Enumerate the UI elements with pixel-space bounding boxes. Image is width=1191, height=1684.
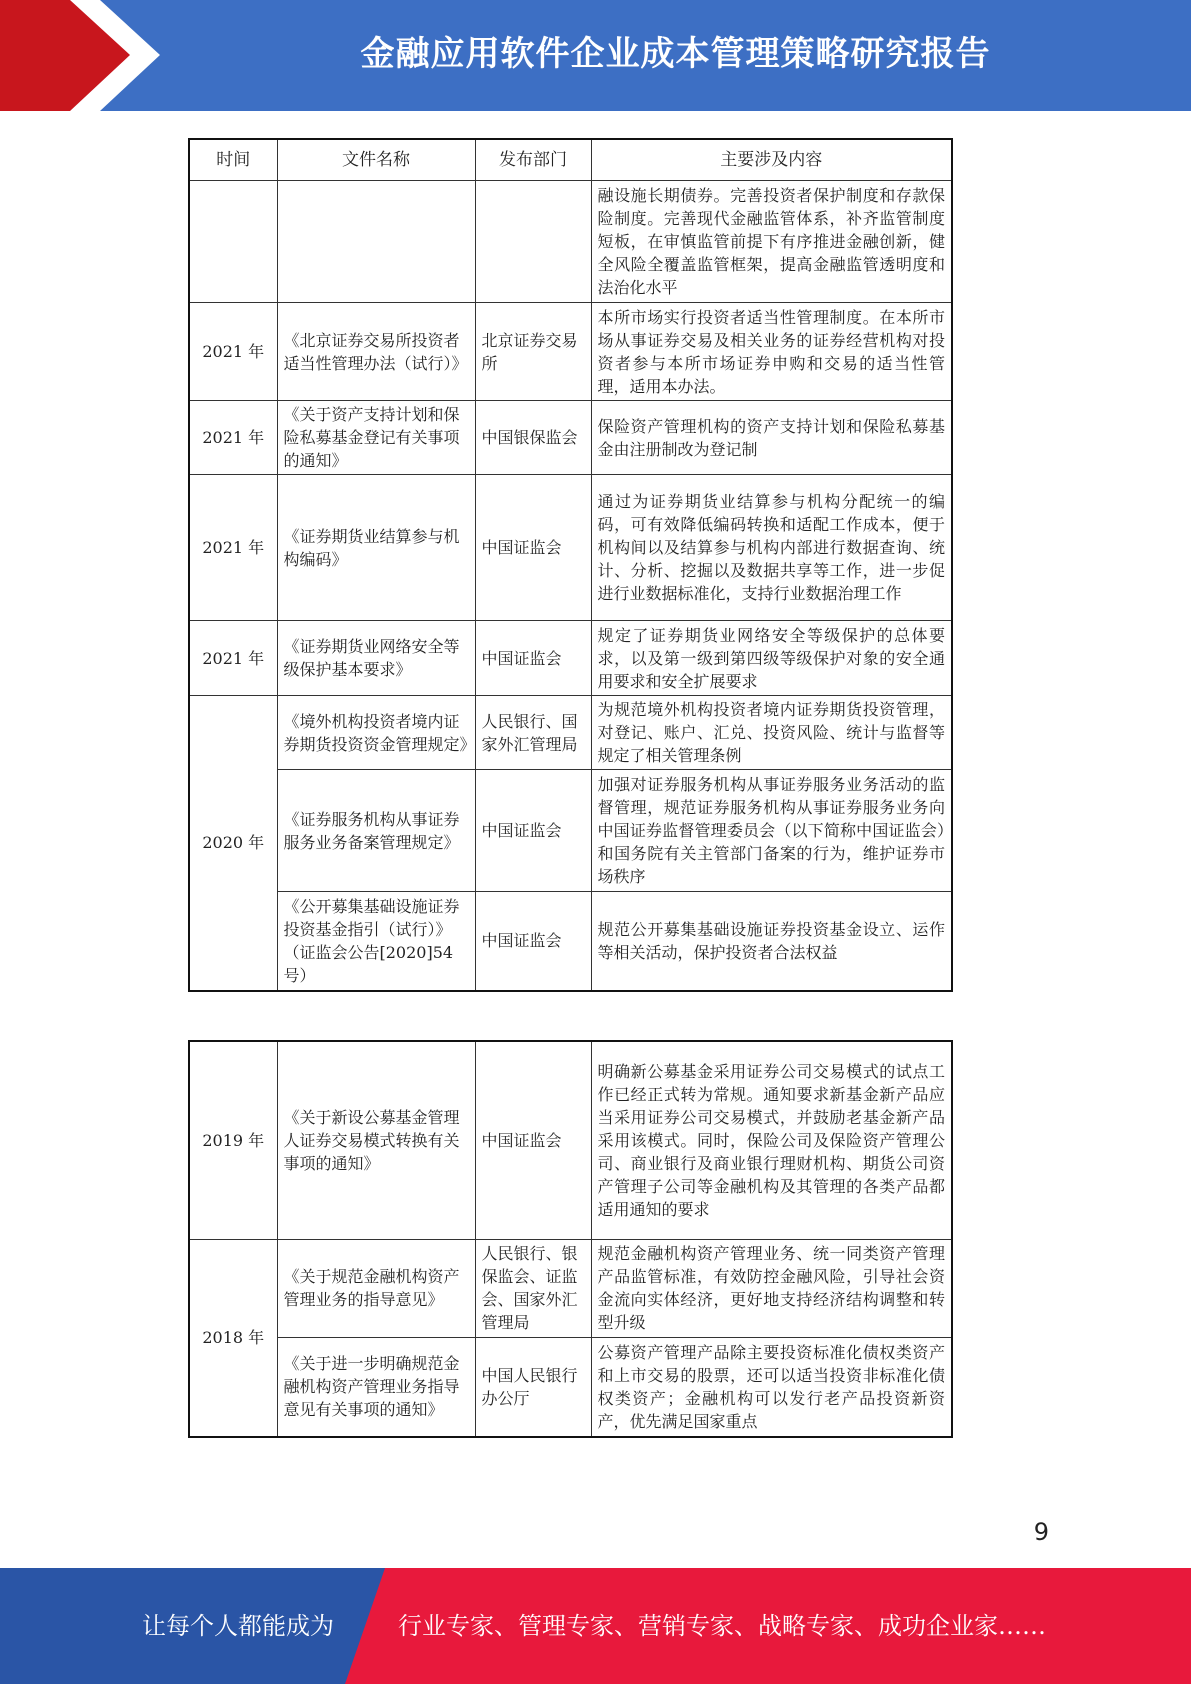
cell-department: 中国银保监会: [475, 401, 591, 475]
table-row: [189, 303, 952, 401]
cell-department: 中国人民银行办公厅: [475, 1337, 591, 1437]
cell-doc-name: 《公开募集基础设施证券投资基金指引（试行）》（证监会公告[2020]54 号）: [277, 892, 475, 991]
cell-department: 中国证监会: [475, 475, 591, 621]
cell-doc-name: 《证券服务机构从事证券服务业务备案管理规定》: [277, 770, 475, 892]
cell-doc-name: 《证券期货业网络安全等级保护基本要求》: [277, 621, 475, 696]
table-row: [189, 401, 952, 475]
cell-doc-name: 《关于资产支持计划和保险私募基金登记有关事项的通知》: [277, 401, 475, 475]
cell-content: 融设施长期债券。完善投资者保护制度和存款保险制度。完善现代金融监管体系，补齐监管制度短板，在审慎监管前提下有序推进金融创新，健全风险全覆盖监管框架，提高金融监管透明度和法治化水平: [591, 181, 952, 303]
cell-department: 中国证监会: [475, 770, 591, 892]
page-title: 金融应用软件企业成本管理策略研究报告: [360, 34, 991, 74]
cell-year: 2019 年: [189, 1041, 277, 1239]
header-banner: [0, 0, 1191, 111]
table-row: [189, 1041, 952, 1239]
cell-content: 加强对证券服务机构从事证券服务业务活动的监督管理，规范证券服务机构从事证券服务业务向中国证券监督管理委员会（以下简称中国证监会）和国务院有关主管部门备案的行为，维护证券市场秩序: [591, 770, 952, 892]
footer-slogan-left: 让每个人都能成为: [142, 1612, 334, 1640]
header-doc-name: 文件名称: [277, 139, 475, 181]
cell-year: 2020 年: [189, 696, 277, 991]
cell-doc-name: 《境外机构投资者境内证券期货投资资金管理规定》: [277, 696, 475, 770]
cell-content: 通过为证券期货业结算参与机构分配统一的编码，可有效降低编码转换和适配工作成本，便于机构间以及结算参与机构内部进行数据查询、统计、分析、挖掘以及数据共享等工作，进一步促进行业数据标准化，支持行业数据治理工作: [591, 475, 952, 621]
cell-year: 2021 年: [189, 401, 277, 475]
cell-content: 为规范境外机构投资者境内证券期货投资管理，对登记、账户、汇兑、投资风险、统计与监督等规定了相关管理条例: [591, 696, 952, 770]
cell-content: 本所市场实行投资者适当性管理制度。在本所市场从事证券交易及相关业务的证券经营机构对投资者参与本所市场证券申购和交易的适当性管理，适用本办法。: [591, 303, 952, 401]
cell-content: 规范公开募集基础设施证券投资基金设立、运作等相关活动，保护投资者合法权益: [591, 892, 952, 991]
policy-table-1: [188, 138, 953, 992]
cell-doc-name: 《关于进一步明确规范金融机构资产管理业务指导意见有关事项的通知》: [277, 1337, 475, 1437]
cell-content: 公募资产管理产品除主要投资标准化债权类资产和上市交易的股票，还可以适当投资非标准化债权类资产；金融机构可以发行老产品投资新资产，优先满足国家重点: [591, 1337, 952, 1437]
cell-content: 规范金融机构资产管理业务、统一同类资产管理产品监管标准，有效防控金融风险，引导社会资金流向实体经济，更好地支持经济结构调整和转型升级: [591, 1239, 952, 1337]
table-header-row: [189, 139, 952, 181]
table-row: [189, 1239, 952, 1337]
header-content: 主要涉及内容: [591, 139, 952, 181]
cell-content: 明确新公募基金采用证券公司交易模式的试点工作已经正式转为常规。通知要求新基金新产品应当采用证券公司交易模式，并鼓励老基金新产品采用该模式。同时，保险公司及保险资产管理公司、商业银行及商业银行理财机构、期货公司资产管理子公司等金融机构及其管理的各类产品都适用通知的要求: [591, 1041, 952, 1239]
footer-banner: [0, 1568, 1191, 1684]
cell-content: 保险资产管理机构的资产支持计划和保险私募基金由注册制改为登记制: [591, 401, 952, 475]
table-row: [189, 181, 952, 303]
cell-doc-name: 《关于新设公募基金管理人证券交易模式转换有关事项的通知》: [277, 1041, 475, 1239]
cell-year: 2018 年: [189, 1239, 277, 1437]
cell-year: 2021 年: [189, 475, 277, 621]
cell-doc-name: 《关于规范金融机构资产管理业务的指导意见》: [277, 1239, 475, 1337]
table-row: [189, 770, 952, 892]
cell-department: 北京证券交易所: [475, 303, 591, 401]
cell-department: 人民银行、银保监会、证监会、国家外汇管理局: [475, 1239, 591, 1337]
table-row: [189, 1337, 952, 1437]
cell-doc-name: 《证券期货业结算参与机构编码》: [277, 475, 475, 621]
cell-department: 人民银行、国家外汇管理局: [475, 696, 591, 770]
policy-table-2: [188, 1040, 953, 1438]
cell-content: 规定了证券期货业网络安全等级保护的总体要求，以及第一级到第四级等级保护对象的安全通用要求和安全扩展要求: [591, 621, 952, 696]
header-time: 时间: [189, 139, 277, 181]
cell-year: 2021 年: [189, 621, 277, 696]
table-row: [189, 621, 952, 696]
cell-doc-name: [277, 181, 475, 303]
cell-department: 中国证监会: [475, 1041, 591, 1239]
cell-doc-name: 《北京证券交易所投资者适当性管理办法（试行）》: [277, 303, 475, 401]
table-row: [189, 696, 952, 770]
header-red-block: [0, 0, 150, 111]
cell-department: 中国证监会: [475, 621, 591, 696]
cell-year: 2021 年: [189, 303, 277, 401]
cell-department: [475, 181, 591, 303]
table-row: [189, 892, 952, 991]
footer-slogan-right: 行业专家、管理专家、营销专家、战略专家、成功企业家……: [398, 1612, 1046, 1640]
header-department: 发布部门: [475, 139, 591, 181]
table-row: [189, 475, 952, 621]
cell-department: 中国证监会: [475, 892, 591, 991]
page-number: 9: [1033, 1518, 1049, 1546]
cell-year: [189, 181, 277, 303]
